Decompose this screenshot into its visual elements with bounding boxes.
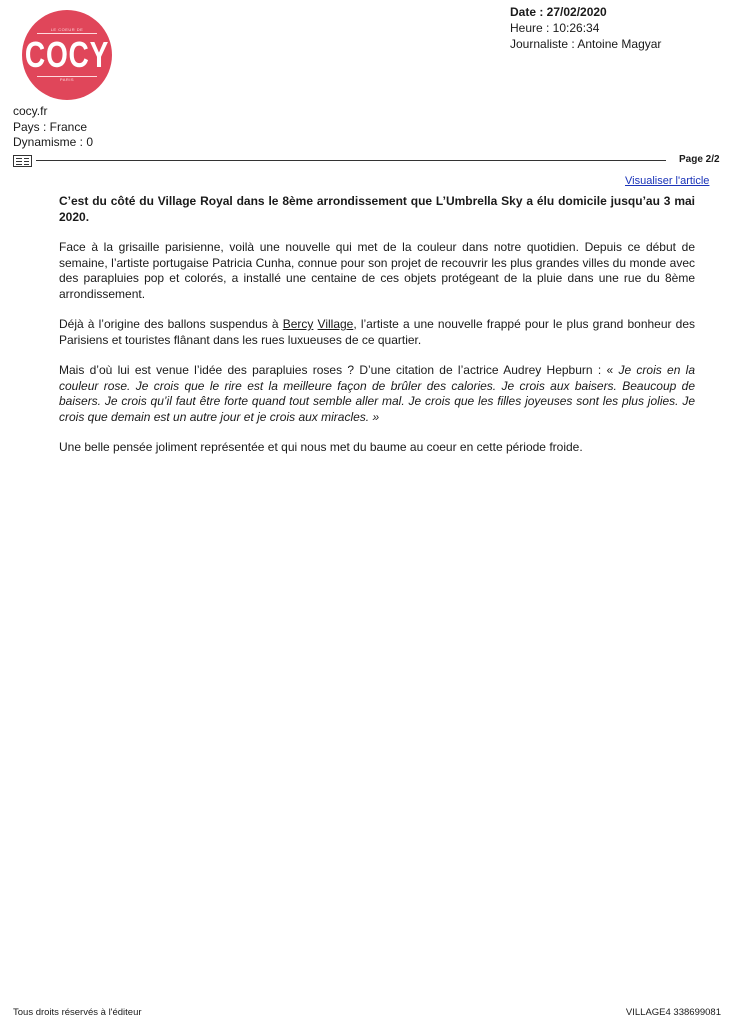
article-body [59, 194, 695, 471]
article-meta [510, 4, 661, 52]
view-article-link[interactable]: Visualiser l'article [625, 175, 710, 187]
header-divider [36, 160, 666, 161]
source-info [13, 104, 93, 151]
page-number: Page 2/2 [679, 154, 720, 165]
document-reference: VILLAGE4 338699081 [625, 1007, 721, 1018]
article-paragraph-4: Une belle pensée joliment représentée et qui nous met du baume au coeur en cette période froide. [59, 440, 583, 454]
source-country: Pays : France [13, 119, 88, 134]
date-label: Date : 27/02/2020 [510, 5, 607, 19]
cocy-logo [22, 10, 112, 100]
logo-bottom-text: PARIS [59, 77, 75, 82]
logo-top-text: LE COEUR DE [50, 27, 84, 32]
hepburn-quote: Je crois en la couleur rose. Je crois que le rire est la meilleure façon de brûler des calories. Je crois aux baisers. Beaucoup de baisers. Je crois qu’il faut être forte quand tout semble aller mal. Je crois que les filles joyeuses sont les plus jolies. Je crois que demain est un autre jour et je crois aux miracles. » [59, 363, 696, 424]
article-icon [13, 155, 32, 167]
bercy-link[interactable]: Bercy [282, 317, 314, 331]
village-link[interactable]: Village [317, 317, 354, 331]
p2-text-before: Déjà à l’origine des ballons suspendus à [59, 317, 283, 331]
p2-text-after: , l’artiste a une nouvelle frappé pour le plus grand bonheur des Parisiens et touristes flânant dans les rues luxueuses de ce quartier. [59, 317, 696, 347]
article-paragraph-2 [59, 317, 695, 348]
source-site: cocy.fr [13, 104, 48, 118]
article-lead: C’est du côté du Village Royal dans le 8ème arrondissement que L’Umbrella Sky a élu domicile jusqu’au 3 mai 2020. [59, 194, 695, 224]
journalist-label: Journaliste : Antoine Magyar [510, 37, 662, 51]
p3-text-before: Mais d’où lui est venue l’idée des parapluies roses ? D’une citation de l’actrice Audrey Hepburn : « [59, 363, 619, 377]
logo-main-text: COCY [24, 34, 110, 75]
source-dynamism: Dynamisme : 0 [13, 135, 94, 149]
time-label: Heure : 10:26:34 [510, 21, 600, 35]
article-paragraph-3 [59, 363, 695, 425]
article-paragraph-1: Face à la grisaille parisienne, voilà une nouvelle qui met de la couleur dans notre quotidien. Depuis ce début de semaine, l’artiste portugaise Patricia Cunha, connue pour son projet de recouvrir les plus grandes villes du monde avec des parapluies pop et colorés, a installé une centaine de ces objets protégeant de la pluie dans une rue du 8ème arrondissement. [59, 240, 695, 301]
copyright-notice: Tous droits réservés à l'éditeur [13, 1007, 142, 1018]
